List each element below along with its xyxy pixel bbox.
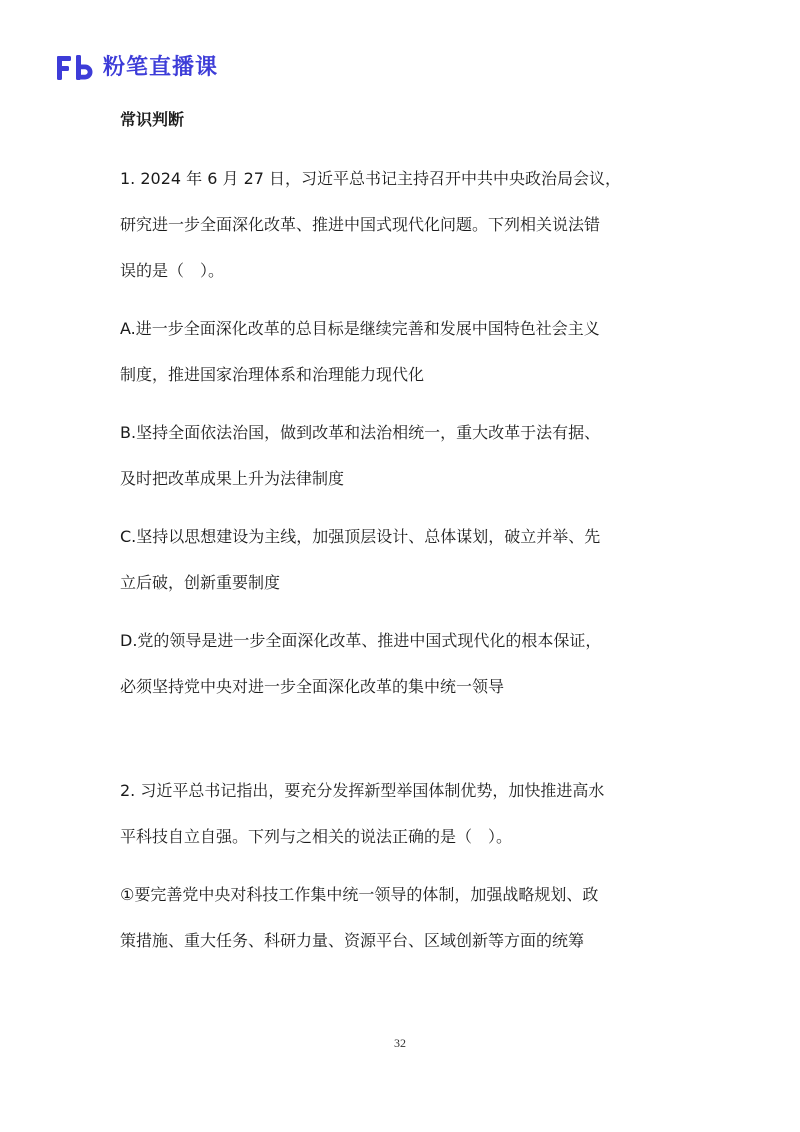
fb-logo-icon — [57, 55, 97, 81]
page-number: 32 — [394, 1036, 406, 1050]
question-2-stem — [120, 768, 680, 860]
question-1-option-b — [120, 410, 680, 502]
document-body — [120, 100, 680, 964]
option-d-line-2: 必须坚持党中央对进一步全面深化改革的集中统一领导 — [120, 677, 505, 696]
question-1-stem-line-3: 误的是（ ）。 — [120, 261, 225, 280]
question-1 — [120, 156, 680, 710]
question-1-option-c — [120, 514, 680, 606]
option-d-line-1: D.党的领导是进一步全面深化改革、推进中国式现代化的根本保证， — [120, 631, 602, 650]
statement-1-line-1: ①要完善党中央对科技工作集中统一领导的体制，加强战略规划、政 — [120, 885, 599, 904]
section-title: 常识判断 — [120, 110, 185, 129]
question-1-stem-line-1: 1. 2024 年 6 月 27 日，习近平总书记主持召开中共中央政治局会议， — [120, 169, 622, 188]
question-2-stem-line-1: 2. 习近平总书记指出，要充分发挥新型举国体制优势，加快推进高水 — [120, 781, 605, 800]
question-1-option-a — [120, 306, 680, 398]
question-1-option-d — [120, 618, 680, 710]
option-a-line-2: 制度，推进国家治理体系和治理能力现代化 — [120, 365, 425, 384]
question-2 — [120, 768, 680, 964]
option-c-line-2: 立后破，创新重要制度 — [120, 573, 281, 592]
brand-logo — [57, 52, 218, 84]
option-b-line-2: 及时把改革成果上升为法律制度 — [120, 469, 345, 488]
question-2-statement-1 — [120, 872, 680, 964]
question-1-stem — [120, 156, 680, 294]
question-2-stem-line-2: 平科技自立自强。下列与之相关的说法正确的是（ ）。 — [120, 827, 513, 846]
option-a-line-1: A.进一步全面深化改革的总目标是继续完善和发展中国特色社会主义 — [120, 319, 600, 338]
option-b-line-1: B.坚持全面依法治国，做到改革和法治相统一，重大改革于法有据、 — [120, 423, 601, 442]
question-1-stem-line-2: 研究进一步全面深化改革、推进中国式现代化问题。下列相关说法错 — [120, 215, 601, 234]
option-c-line-1: C.坚持以思想建设为主线，加强顶层设计、总体谋划，破立并举、先 — [120, 527, 601, 546]
statement-1-line-2: 策措施、重大任务、科研力量、资源平台、区域创新等方面的统筹 — [120, 931, 585, 950]
logo-text: 粉笔直播课 — [103, 55, 219, 80]
